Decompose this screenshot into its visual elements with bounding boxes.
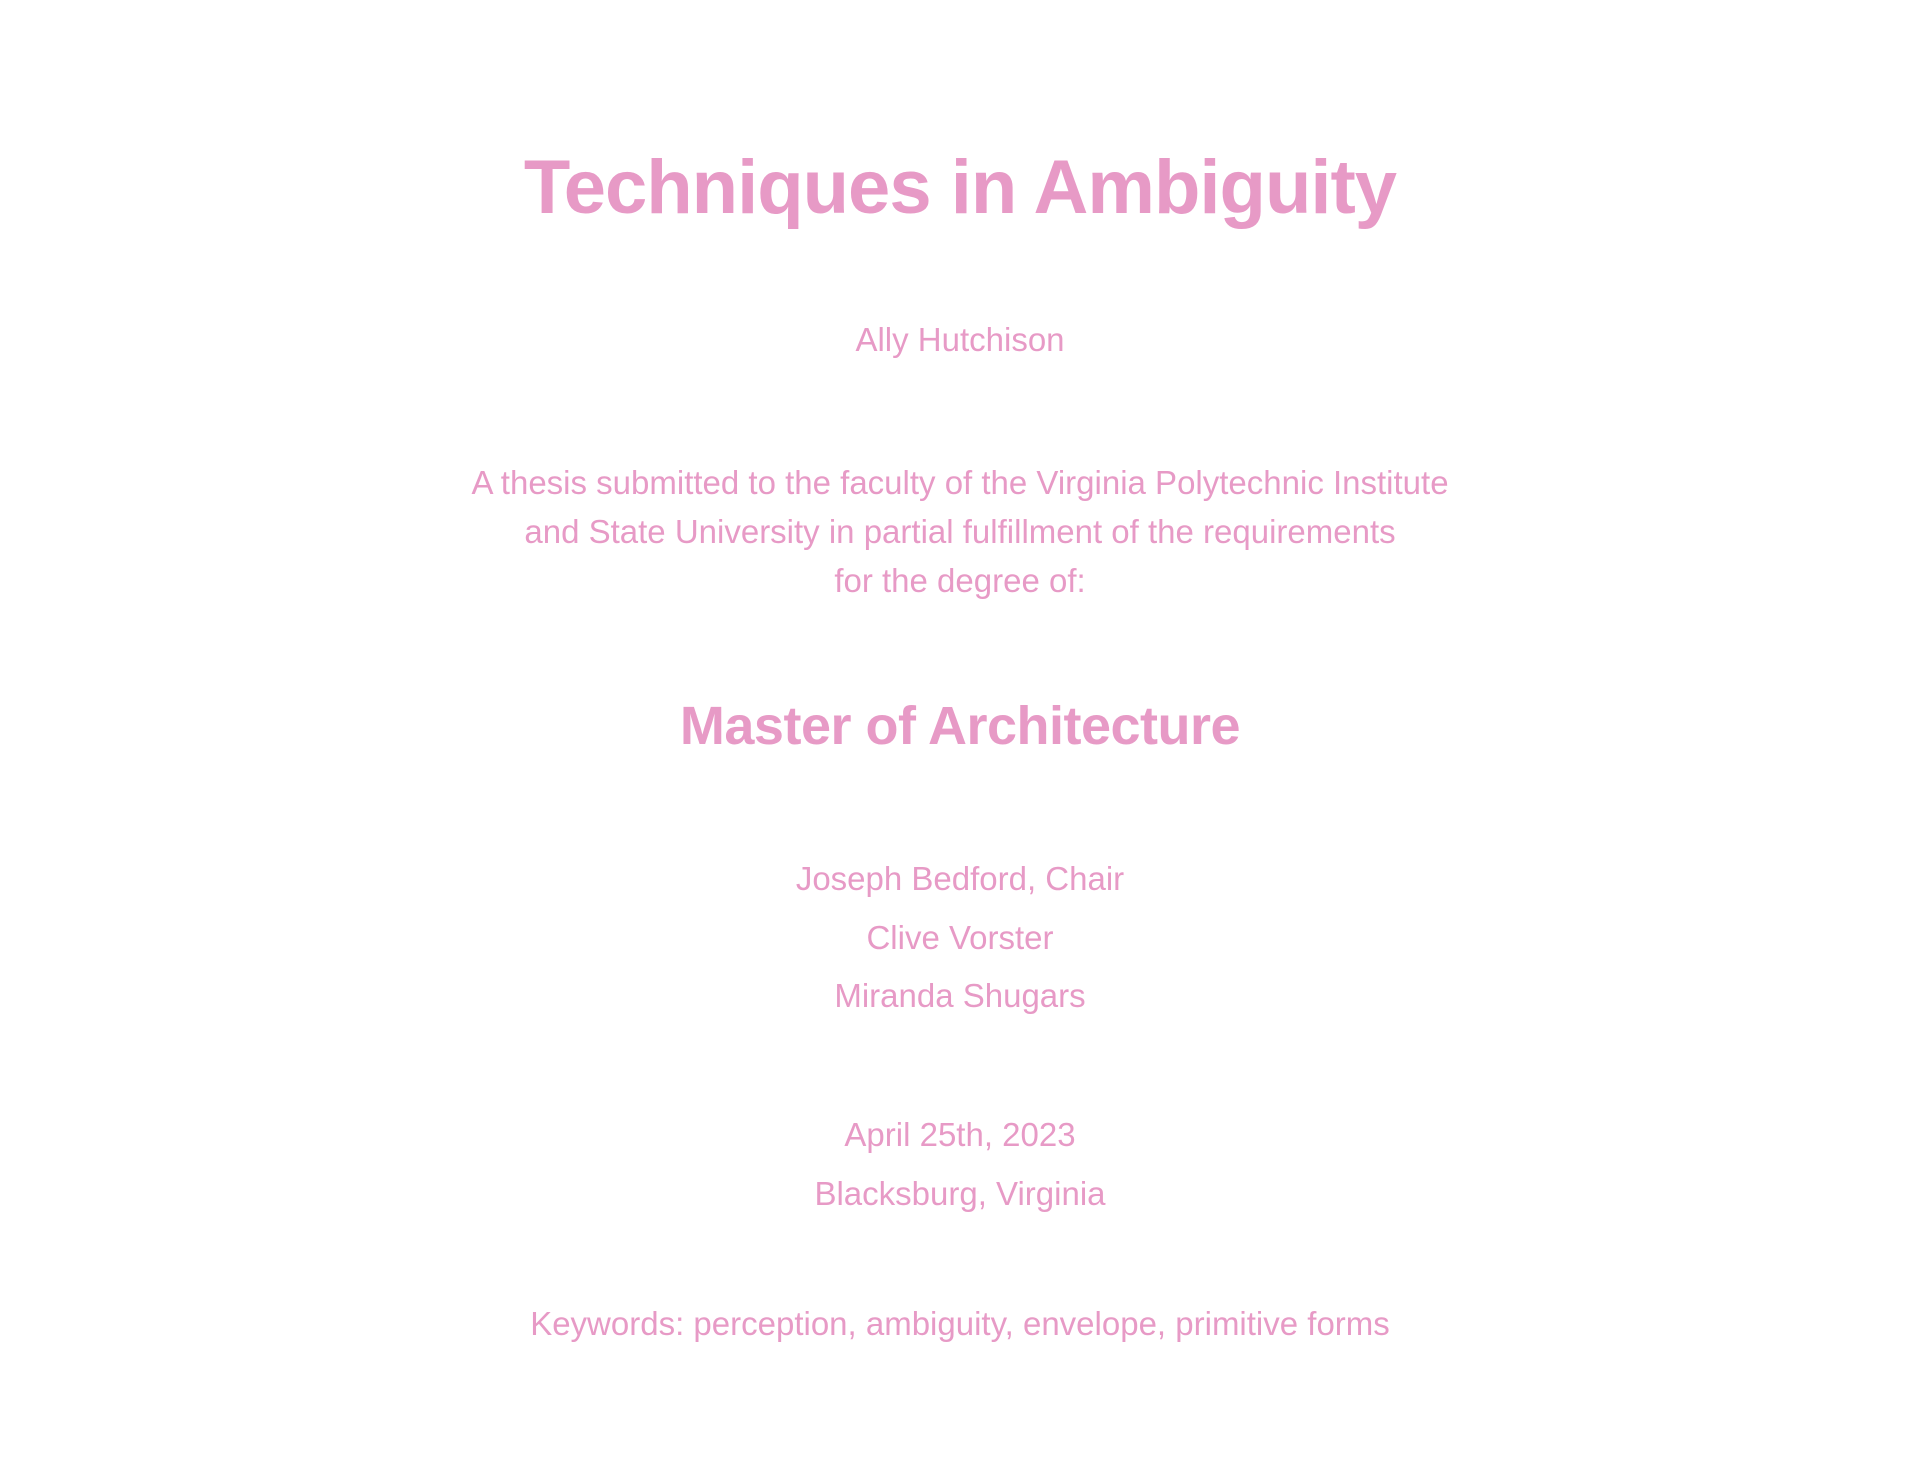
submission-location: Blacksburg, Virginia (814, 1174, 1106, 1212)
submission-statement (0, 458, 1920, 605)
keywords: Keywords: perception, ambiguity, envelope, primitive forms (530, 1305, 1390, 1342)
date-and-location (0, 1106, 1920, 1223)
thesis-title: Techniques in Ambiguity (523, 145, 1397, 230)
statement-line: A thesis submitted to the faculty of the Virginia Polytechnic Institute (471, 464, 1449, 501)
statement-line: for the degree of: (834, 562, 1086, 599)
committee-chair: Joseph Bedford, Chair (795, 860, 1125, 897)
author-name: Ally Hutchison (855, 321, 1065, 358)
committee-member: Clive Vorster (866, 918, 1054, 956)
committee-member: Miranda Shugars (834, 977, 1086, 1014)
statement-line: and State University in partial fulfillment of the requirements (524, 513, 1396, 550)
committee-list (0, 850, 1920, 1026)
submission-date: April 25th, 2023 (844, 1116, 1076, 1153)
degree-name: Master of Architecture (679, 696, 1241, 756)
